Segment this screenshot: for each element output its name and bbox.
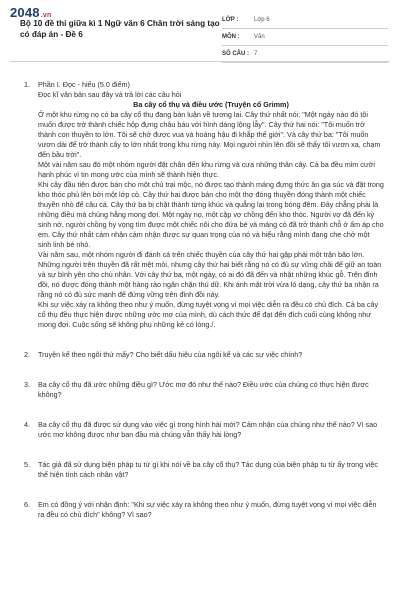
part-heading: Phần I. Đọc - hiểu (5.0 điểm) [38, 80, 130, 89]
story-paragraph: Khi cây đầu tiên được bán cho một chủ trại mộc, nó được tạo thành máng đựng thức ăn gia súc và đặt trong kho thóc phủ lên bởi một lớp cỏ. Cây thứ hai được bán cho một thợ đóng thuyền đóng thành một chiếc thuyền nhỏ để câu cá. Cây thứ ba bị chặt thành từng khúc và quẳng lại trong bóng đêm. Đây chẳng phải là những điều mà chúng hằng mong đợi. Một ngày nọ, một cặp vợ chồng đến kho thóc. Người vợ đã đến kỳ sinh nở, người chồng hy vọng tìm được một chiếc nôi cho đứa bé và máng cỏ đã trở thành chỗ ở ấm áp cho em. Cây thứ nhất cảm nhận cảm nhận được sự quan trọng của nó và hiểu rằng mình đang che chở một sinh linh bé nhỏ. [38, 180, 384, 249]
meta-value: Văn [254, 34, 265, 40]
question-text: Ba cây cổ thụ đã được sử dụng vào việc gì trong hình hài mới? Cảm nhận của chúng như thế nào? Vì sao ước mơ không được như ban đầu mà chúng vẫn thấy hài lòng? [38, 420, 378, 439]
document-title: Bộ 10 đề thi giữa kì 1 Ngữ văn 6 Chân trời sáng tạo có đáp án - Đề 6 [20, 19, 220, 39]
meta-table [222, 12, 388, 63]
meta-value: 7 [254, 51, 258, 57]
story-title: Ba cây cổ thụ và điều ước (Truyện cổ Grimm) [133, 100, 289, 109]
question-text: Tác giả đã sử dụng biện pháp tu từ gì khi nói về ba cây cổ thụ? Tác dụng của biện pháp tu từ ấy trong việc thể hiện tính cách nhân vật? [38, 460, 378, 479]
question-number: 4. [24, 420, 30, 429]
meta-value: Lớp 6 [254, 17, 270, 23]
meta-key: LỚP : [222, 17, 239, 23]
header-divider [10, 61, 390, 62]
logo-text: 2048 [10, 5, 40, 20]
question-number: 3. [24, 380, 30, 389]
logo-suffix: .vn [40, 12, 52, 19]
question-text: Truyện kể theo ngôi thứ mấy? Cho biết dấu hiệu của ngôi kể và các sự việc chính? [38, 350, 303, 359]
question-text: Em có đồng ý với nhận định: "Khi sự việc xảy ra không theo như ý muốn, đừng tuyệt vọng vì mọi việc diễn ra đều có chủ đích" không? Vì sao? [38, 500, 377, 519]
meta-row-class [222, 12, 388, 29]
question-3 [24, 380, 384, 400]
story-paragraph: Vài năm sau, một nhóm người đi đánh cá trên chiếc thuyền của cây thứ hai gặp phải một trận bão lớn. Những người trên thuyền đã rất mệt mỏi, nhưng cây thứ hai biết rằng nó có đủ sự vững chãi để giữ an toàn và sự bình yên cho chủ nhân. Với cây thứ ba, một ngày, có ai đó đã đến và nhặt những khúc gỗ. Trên đỉnh đồi, nó được đóng thành một hàng rào ngăn chặn thú dữ. Khi ánh mặt trời vừa ló dạng, cây thứ ba nhận ra rằng nó có đủ sức mạnh để đứng vững trên đỉnh đồi này. [38, 250, 382, 299]
question-number: 6. [24, 500, 30, 509]
question-2 [24, 350, 384, 360]
question-1 [24, 80, 384, 330]
instruction: Đọc kĩ văn bản sau đây và trả lời các câu hỏi [38, 90, 182, 99]
story-paragraph: Khi sự việc xảy ra không theo như ý muốn, đừng tuyệt vọng vì mọi việc diễn ra đều có chủ đích. Cả ba cây cổ thụ đều thực hiện được những ước mơ của mình, dù cách thức để đạt đến đích cuối cùng không như mong đợi. Cuộc sống sẽ không phụ những kẻ có lòng./. [38, 300, 379, 329]
question-number: 1. [24, 80, 30, 89]
question-text: Ba cây cổ thụ đã ước những điều gì? Ước mơ đó như thế nào? Điều ước của chúng có thực hiện được không? [38, 380, 369, 399]
story-paragraph: Ở một khu rừng nọ có ba cây cổ thụ đang bàn luận về tương lai. Cây thứ nhất nói: "Một ngày nào đó tôi muốn được trở thành chiếc hộp đựng châu báu với hình dáng lộng lẫy". Cây thứ hai nói: "Tôi muốn trở thành con thuyền to lớn. Tôi sẽ chở được vua và hoàng hậu đi khắp thế giới". Và cây thứ ba: "Tôi muốn vươn dài để trở thành cây to lớn nhất trong khu rừng này. Mọi người nhìn lên đồi sẽ thấy tôi vươn xa, chạm đến bầu trời". [38, 110, 381, 159]
question-5 [24, 460, 384, 480]
question-6 [24, 500, 384, 520]
meta-key: MÔN : [222, 34, 240, 40]
meta-row-subject [222, 29, 388, 46]
question-number: 2. [24, 350, 30, 359]
meta-key: SỐ CÂU : [222, 51, 249, 57]
question-list [24, 80, 384, 520]
question-number: 5. [24, 460, 30, 469]
question-4 [24, 420, 384, 440]
story-paragraph: Một vài năm sau đó một nhóm người đặt chân đến khu rừng và cưa những thân cây. Cả ba đều mỉm cười hạnh phúc vì tin mong ước của mình sẽ thành hiện thực. [38, 160, 375, 179]
